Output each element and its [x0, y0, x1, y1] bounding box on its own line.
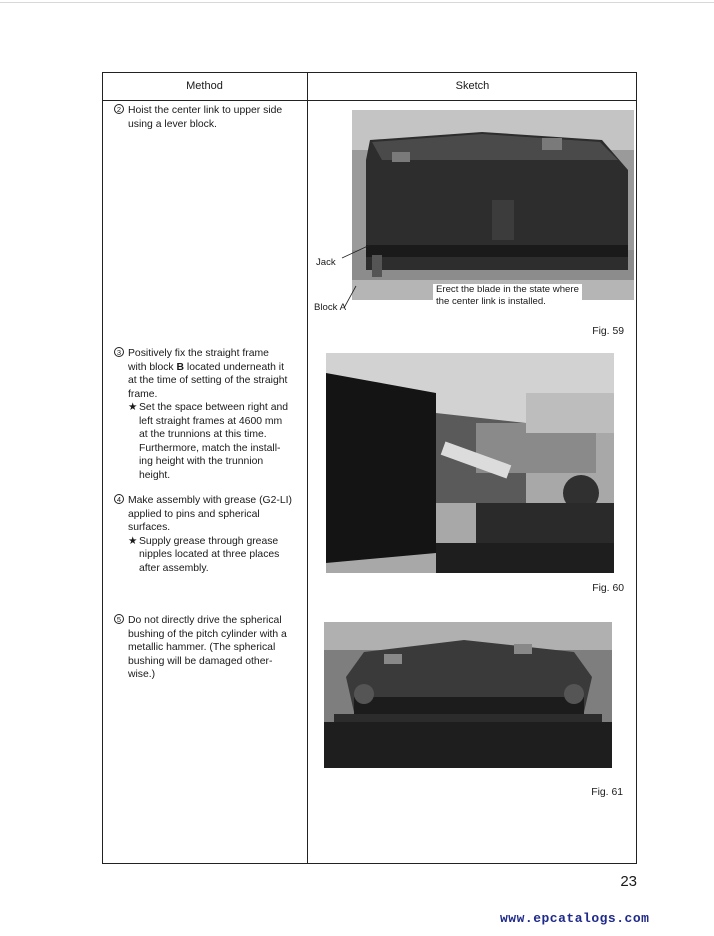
star-icon: ★ — [128, 535, 138, 547]
step-line: Hoist the center link to upper side — [128, 105, 283, 116]
fig-61-label: Fig. 61 — [591, 787, 623, 798]
step-number: 3 — [114, 347, 127, 361]
header-divider — [102, 100, 637, 101]
column-divider — [307, 72, 308, 864]
footer-url: www.epcatalogs.com — [500, 911, 650, 926]
step-line: using a lever block. — [128, 118, 217, 130]
step-line: wise.) — [128, 669, 156, 680]
step-number: 5 — [114, 614, 127, 628]
step-note: ★ Supply grease through grease nipples located at three places after assembly. — [128, 535, 280, 574]
callout-block-a: Block A — [314, 302, 346, 313]
step-line: Do not directly drive the spherical — [128, 615, 282, 626]
fig-59-caption: Erect the blade in the state where the center link is installed. — [433, 284, 582, 307]
step-line: applied to pins and spherical — [128, 508, 260, 520]
method-column-header: Method — [186, 80, 223, 92]
step-note: ★ Set the space between right and left straight frames at 4600 mm at the trunnions at this time. Furthermore, match the install- ing height with the trunnion height. — [128, 402, 289, 481]
step-line: frame. — [128, 388, 158, 400]
step-2 — [114, 104, 306, 131]
step-line: bushing of the pitch cylinder with a — [128, 628, 287, 640]
step-line: surfaces. — [128, 522, 171, 533]
step-line: at the time of setting of the straight — [128, 375, 288, 386]
page-number: 23 — [620, 873, 637, 890]
step-line: with block B located underneath it — [128, 361, 284, 373]
callout-jack: Jack — [316, 257, 336, 268]
step-line: Positively fix the straight frame — [128, 348, 269, 359]
step-5 — [114, 614, 306, 682]
step-3 — [114, 347, 306, 482]
step-line: Make assembly with grease (G2-LI) — [128, 495, 292, 506]
step-line: metallic hammer. (The spherical — [128, 642, 276, 653]
step-line: bushing will be damaged other- — [128, 655, 273, 667]
star-icon: ★ — [128, 402, 138, 413]
fig-61-photo — [324, 622, 612, 768]
top-rule — [0, 2, 714, 3]
fig-60-photo — [326, 353, 614, 573]
fig-60-label: Fig. 60 — [592, 583, 624, 594]
step-number: 2 — [114, 104, 127, 118]
fig-59-label: Fig. 59 — [592, 326, 624, 337]
sketch-column-header: Sketch — [455, 80, 490, 92]
step-number: 4 — [114, 494, 127, 508]
step-4 — [114, 494, 306, 575]
